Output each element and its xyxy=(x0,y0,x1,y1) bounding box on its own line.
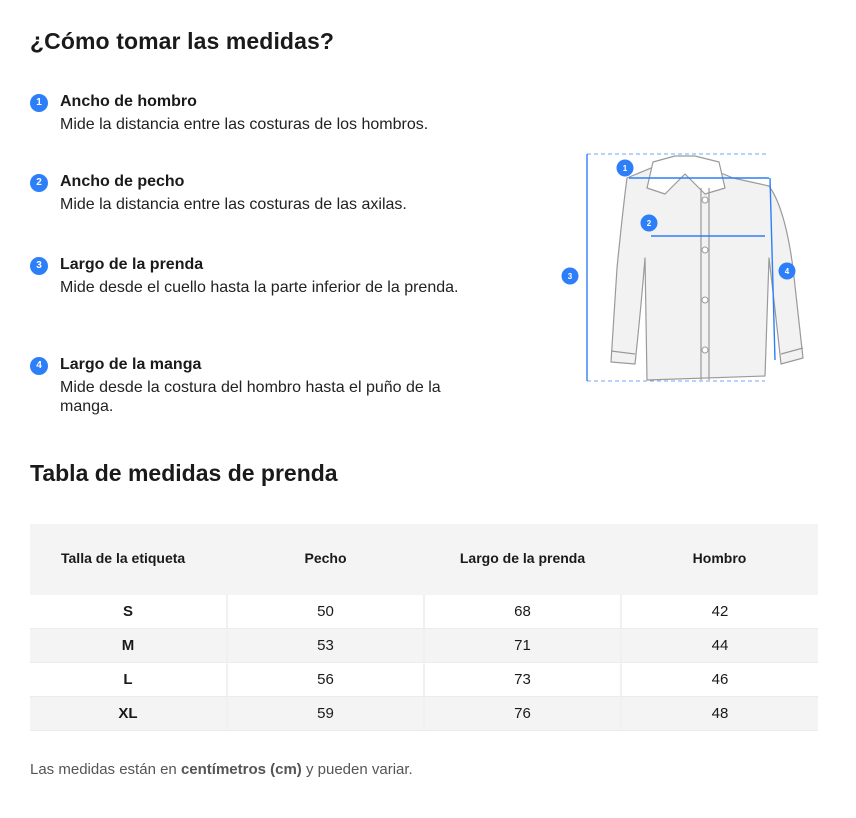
units-note-emphasis: centímetros (cm) xyxy=(180,761,302,778)
col-header-chest: Pecho xyxy=(227,524,424,594)
table-row xyxy=(30,594,818,629)
size-cell: S xyxy=(30,594,227,629)
chest-cell: 53 xyxy=(227,629,424,663)
step-chest-width xyxy=(30,171,480,231)
step-title: Ancho de pecho xyxy=(60,173,185,190)
units-note xyxy=(30,761,413,778)
col-header-shoulder: Hombro xyxy=(621,524,818,594)
size-table-title: Tabla de medidas de prenda xyxy=(30,460,338,486)
chest-cell: 56 xyxy=(227,663,424,697)
svg-text:2: 2 xyxy=(646,219,652,228)
marker-1-icon xyxy=(617,160,634,177)
step-garment-length xyxy=(30,254,480,324)
units-note-text-end: y pueden variar. xyxy=(301,761,413,778)
svg-text:1: 1 xyxy=(622,164,628,173)
length-cell: 73 xyxy=(424,663,621,697)
svg-text:4: 4 xyxy=(784,267,790,276)
step-title: Largo de la prenda xyxy=(60,256,204,273)
size-cell: L xyxy=(30,663,227,697)
svg-text:3: 3 xyxy=(567,272,573,281)
chest-cell: 50 xyxy=(227,594,424,629)
step-sleeve-length xyxy=(30,354,480,424)
step-description: Mide desde el cuello hasta la parte inferior de la prenda. xyxy=(60,279,459,296)
step-title: Ancho de hombro xyxy=(60,93,197,110)
size-cell: XL xyxy=(30,697,227,731)
shoulder-cell: 44 xyxy=(621,629,818,663)
table-row xyxy=(30,697,818,731)
marker-3-icon xyxy=(562,268,579,285)
marker-2-icon xyxy=(641,215,658,232)
shirt-measurement-diagram xyxy=(555,148,810,388)
step-description: Mide desde la costura del hombro hasta el puño de la manga. xyxy=(60,379,441,415)
table-row xyxy=(30,629,818,663)
col-header-size: Talla de la etiqueta xyxy=(30,524,227,594)
step-number-badge: 1 xyxy=(30,94,48,112)
length-cell: 68 xyxy=(424,594,621,629)
step-number-badge: 2 xyxy=(30,174,48,192)
step-number-badge: 4 xyxy=(30,357,48,375)
units-note-text: Las medidas están en xyxy=(30,761,181,778)
length-cell: 76 xyxy=(424,697,621,731)
step-description: Mide la distancia entre las costuras de las axilas. xyxy=(60,196,407,213)
marker-4-icon xyxy=(779,263,796,280)
shoulder-cell: 48 xyxy=(621,697,818,731)
step-description: Mide la distancia entre las costuras de los hombros. xyxy=(60,116,429,133)
table-row xyxy=(30,663,818,697)
shoulder-cell: 42 xyxy=(621,594,818,629)
size-cell: M xyxy=(30,629,227,663)
step-shoulder-width xyxy=(30,91,480,151)
chest-cell: 59 xyxy=(227,697,424,731)
col-header-length: Largo de la prenda xyxy=(424,524,621,594)
step-number-badge: 3 xyxy=(30,257,48,275)
length-cell: 71 xyxy=(424,629,621,663)
shoulder-cell: 46 xyxy=(621,663,818,697)
page-title: ¿Cómo tomar las medidas? xyxy=(30,28,335,54)
size-table xyxy=(30,524,818,731)
size-table-header xyxy=(30,524,818,594)
step-title: Largo de la manga xyxy=(60,356,202,373)
